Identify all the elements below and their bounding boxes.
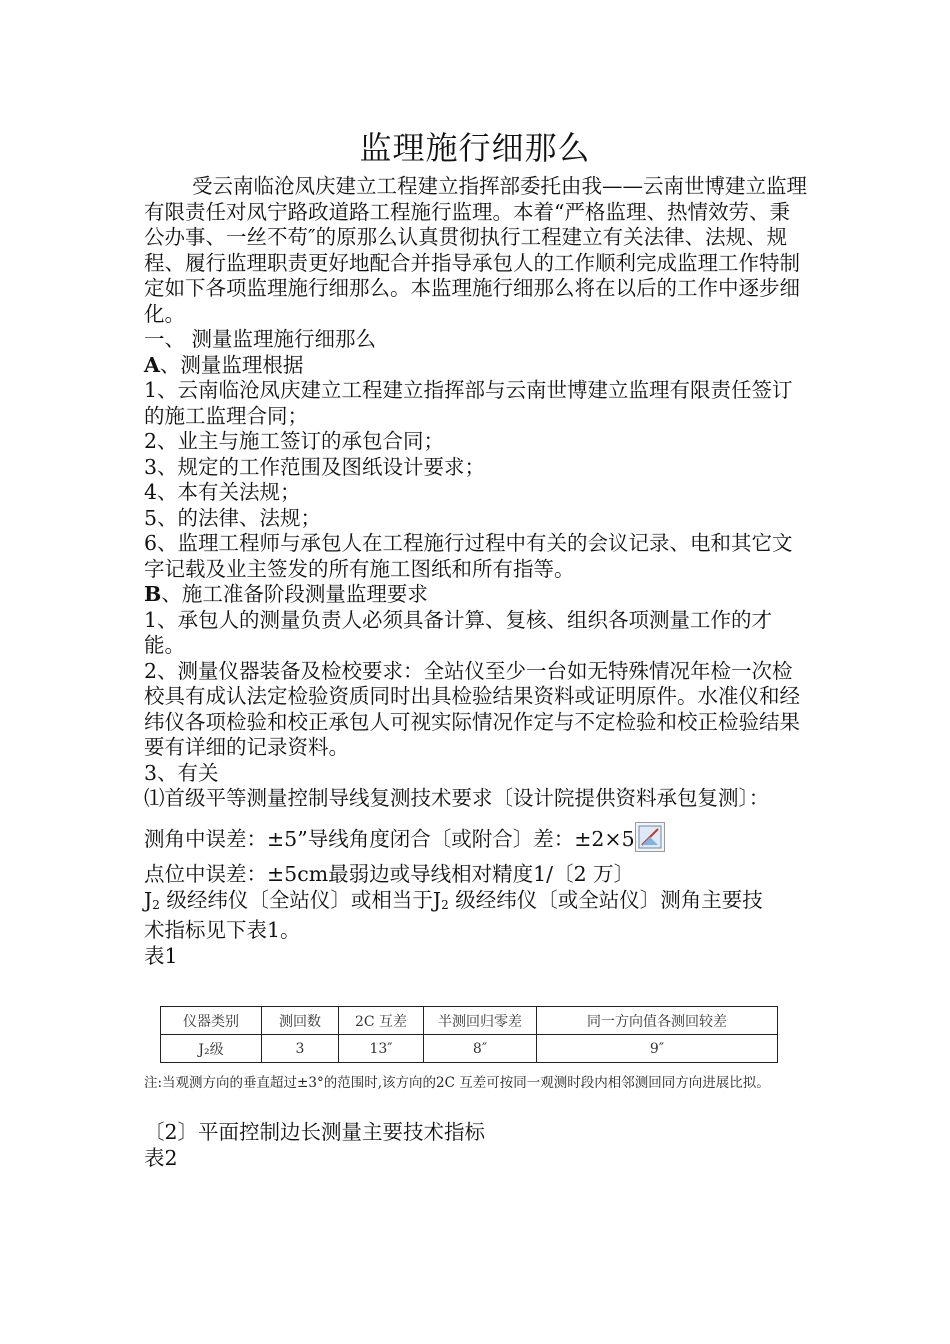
list-item: 1、云南临沧凤庆建立工程建立指挥部与云南世博建立监理有限责任签订的施工监理合同； (144, 378, 793, 428)
j2-text: J (144, 887, 153, 912)
section-b-heading (144, 582, 808, 608)
list-item: 5、的法律、法规； (144, 505, 322, 530)
j2-subscript: 2 (152, 897, 160, 912)
subsection-1: ⑴首级平等测量控制导线复测技术要求〔设计院提供资料承包复测〕： (144, 786, 770, 810)
intro-paragraph: 受云南临沧凤庆建立工程建立指挥部委托由我——云南世博建立监理有限责任对凤宁路政道路工程施行监理。本着“严格监理、热情效劳、秉公办事、一丝不苟″的原那么认真贯彻执行工程建立有关法律、法规、规程、履行监理职责更好地配合并指导承包人的工作顺利完成监理工作特制定如下各项监理施行细那么。本监理施行细那么将在以后的工作中逐步细化。 (144, 174, 807, 326)
table-cell: 3 (262, 1035, 339, 1063)
table-note: 注:当观测方向的垂直超过±3°的范围时,该方向的2C 互差可按同一观测时段内相邻测回同方向进展比拟。 (144, 1075, 770, 1091)
document-title: 监理施行细那么 (359, 129, 591, 167)
angle-error-line (144, 822, 808, 853)
list-item: 4、本有关法规； (144, 480, 301, 504)
section-b-label: B (144, 582, 162, 606)
formula-image-icon (635, 822, 665, 852)
section-1-heading: 一、 测量监理施行细那么 (144, 327, 377, 351)
table-header-cell: 仪器类别 (161, 1007, 262, 1035)
list-item: 6、监理工程师与承包人在工程施行过程中有关的会议记录、电和其它文字记载及业主签发的所有施工图纸和所有指等。 (144, 531, 793, 581)
table-cell: 8″ (424, 1035, 537, 1063)
list-item: 2、测量仪器装备及检校要求：全站仪至少一台如无特殊情况年检一次检校具有成认法定检验资质同时出具检验结果资料或证明原件。水准仪和经纬仪各项检验和校正承包人可视实际情况作定与不定检验和校正检验结果要有详细的记录资料。 (144, 658, 800, 759)
section-a-heading (144, 353, 808, 379)
table1-label: 表1 (144, 943, 178, 968)
j2-line (144, 888, 808, 919)
document-body (144, 174, 808, 969)
table-1 (160, 1006, 778, 1063)
j2-text: 级经纬仪〔或全站仪〕测角主要技 (448, 887, 763, 912)
subsection-2: 〔2〕平面控制边长测量主要技术指标 (144, 1120, 486, 1144)
angle-error-text: 测角中误差：±5”导线角度闭合〔或附合〕差：±2×5 (144, 826, 635, 851)
section-a-label: A (144, 352, 160, 377)
table-row (161, 1035, 778, 1063)
list-item: 2、业主与施工签订的承包合同； (144, 429, 445, 453)
table2-label: 表2 (144, 1145, 178, 1170)
table-cell: J₂级 (161, 1035, 262, 1063)
table-cell: 13″ (339, 1035, 424, 1063)
table-header-cell: 测回数 (262, 1007, 339, 1035)
table-header-row (161, 1007, 778, 1035)
j2-subscript: 2 (441, 897, 449, 912)
document-tail (144, 1120, 808, 1171)
point-error-line: 点位中误差：±5cm最弱边或导线相对精度1/〔2 万〕 (144, 862, 635, 886)
section-b-title: 、施工准备阶段测量监理要求 (161, 582, 428, 606)
table-header-cell: 半测回归零差 (424, 1007, 537, 1035)
list-item: 3、有关 (144, 760, 219, 785)
list-item: 3、规定的工作范围及图纸设计要求； (144, 454, 486, 479)
table-ref-line: 术指标见下表1。 (144, 918, 301, 942)
table-header-cell: 同一方向值各测回较差 (537, 1007, 778, 1035)
table-cell: 9″ (537, 1035, 778, 1063)
section-a-title: 、测量监理根据 (159, 352, 304, 377)
list-item: 1、承包人的测量负责人必须具备计算、复核、组织各项测量工作的才能。 (144, 607, 773, 657)
j2-text: 级经纬仪〔全站仪〕或相当于J (159, 887, 442, 912)
table-header-cell: 2C 互差 (339, 1007, 424, 1035)
